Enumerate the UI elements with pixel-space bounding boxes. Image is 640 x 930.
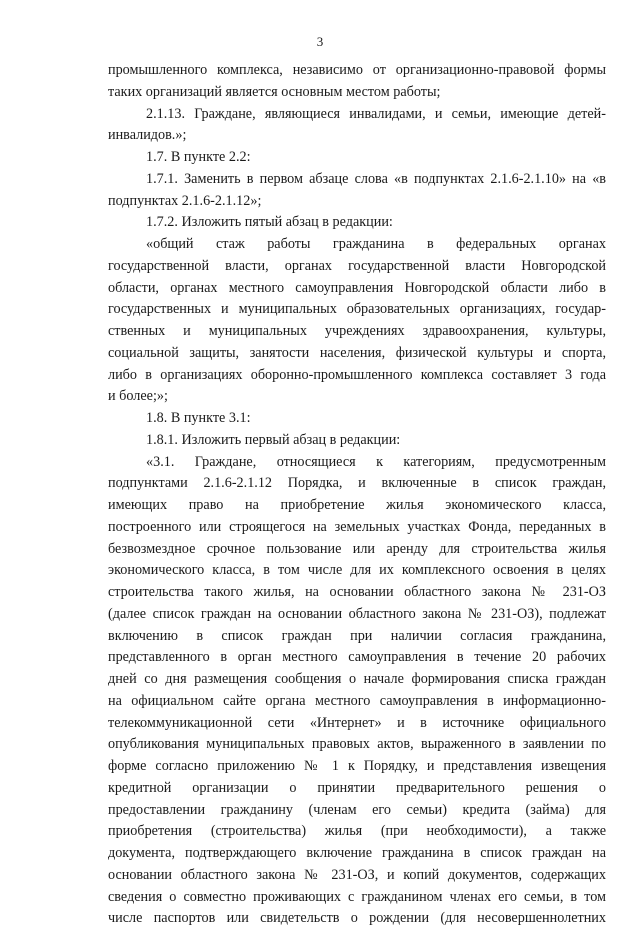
text-line: 1.7.1. Заменить в первом абзаце слова «в подпунктах 2.1.6-2.1.10» на «в [146, 170, 606, 187]
text-line: 1.8. В пункте 3.1: [146, 410, 251, 426]
text-line: таких организаций является основным местом работы; [108, 83, 441, 100]
document-body [108, 60, 606, 930]
text-line: представленного в орган местного самоуправления в течение 20 рабочих [108, 649, 606, 666]
text-line: и более;»; [108, 388, 168, 405]
text-line: подпунктами 2.1.6-2.1.12 Порядка, и включенные в список граждан, [108, 475, 606, 492]
text-line: экономического класса, в том числе для их комплексного освоения в целях [108, 562, 606, 579]
text-line: предоставлении гражданину (членам его семьи) кредита (займа) для [108, 801, 606, 818]
text-line: приобретения (строительства) жилья (при необходимости), а также [108, 823, 606, 840]
text-line: (далее список граждан на основании областного закона № 231-ОЗ), подлежат [108, 605, 606, 622]
text-line: форме согласно приложению № 1 к Порядку, и представления извещения [108, 758, 606, 774]
text-line: числе паспортов или свидетельств о рождении (для несовершеннолетних [108, 910, 606, 927]
text-line: социальной защиты, занятости населения, физической культуры и спорта, [108, 344, 606, 361]
text-line: инвалидов.»; [108, 127, 187, 144]
text-line: 1.8.1. Изложить первый абзац в редакции: [146, 431, 401, 448]
text-line: «общий стаж работы гражданина в федеральных органах [146, 236, 606, 252]
text-line: 1.7. В пункте 2.2: [146, 149, 251, 165]
text-line: 2.1.13. Граждане, являющиеся инвалидами, и семьи, имеющие детей- [146, 105, 606, 122]
text-line: промышленного комплекса, независимо от организационно-правовой формы [108, 62, 606, 78]
text-line: документа, подтверждающего включение гражданина в список граждан на [108, 845, 606, 861]
text-line: государственных и муниципальных образовательных организациях, государ- [108, 301, 606, 318]
text-line: безвозмездное срочное пользование или аренду для строительства жилья [108, 540, 606, 557]
text-line: подпунктах 2.1.6-2.1.12»; [108, 192, 262, 209]
text-line: государственной власти, органах государственной власти Новгородской [108, 257, 606, 274]
text-line: области, органах местного самоуправления Новгородской области либо в [108, 279, 606, 296]
text-line: ственных и муниципальных учреждениях здравоохранения, культуры, [108, 323, 606, 339]
text-line: телекоммуникационной сети «Интернет» и в источнике официального [108, 714, 606, 731]
text-line: «3.1. Граждане, относящиеся к категориям, предусмотренным [146, 453, 606, 470]
text-line: на официальном сайте органа местного самоуправления в информационно- [108, 692, 606, 709]
text-line: строительства такого жилья, на основании областного закона № 231-ОЗ [108, 584, 606, 600]
text-line: дней со дня размещения сообщения о начале формирования списка граждан [108, 671, 606, 687]
page-number: 3 [316, 34, 324, 49]
text-line: имеющих право на приобретение жилья экономического класса, [108, 497, 606, 513]
text-line: включению в список граждан при наличии согласия гражданина, [108, 627, 606, 644]
text-line: кредитной организации о принятии предварительного решения о [108, 779, 606, 796]
text-line: 1.7.2. Изложить пятый абзац в редакции: [146, 214, 393, 231]
text-line: основании областного закона № 231-ОЗ, и копий документов, содержащих [108, 866, 606, 883]
text-line: либо в организациях оборонно-промышленного комплекса составляет 3 года [108, 366, 606, 383]
text-line: сведения о совместно проживающих с гражданином членах его семьи, в том [108, 888, 606, 905]
text-line: построенного или строящегося на земельных участках Фонда, переданных в [108, 518, 606, 535]
text-line: опубликования муниципальных правовых актов, выраженного в заявлении по [108, 736, 606, 753]
